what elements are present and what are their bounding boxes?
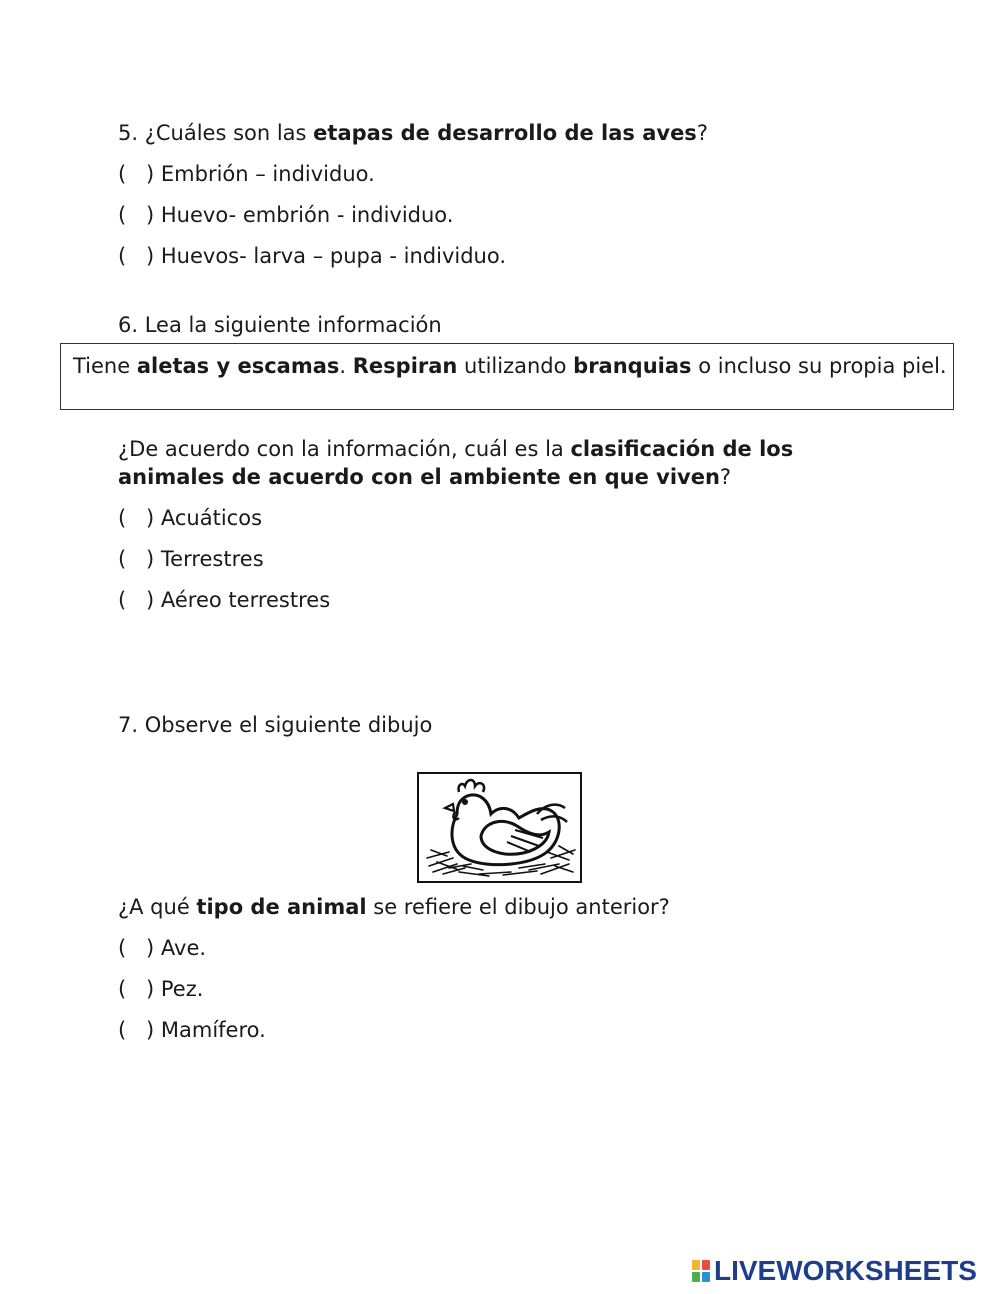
logo-block (702, 1272, 710, 1282)
q6-option-1[interactable]: ( ) Acuáticos (118, 506, 263, 530)
q6-title: 6. Lea la siguiente información (118, 313, 442, 337)
q6-question-line-1: ¿De acuerdo con la información, cuál es la clasificación de los (118, 437, 794, 461)
hen-icon (419, 774, 580, 881)
q5-option-1[interactable]: ( ) Embrión – individuo. (118, 162, 375, 186)
option-label: Pez. (160, 977, 204, 1001)
logo-text: LIVEWORKSHEETS (714, 1255, 977, 1286)
option-label: Terrestres (160, 547, 264, 571)
logo-blocks-icon (692, 1260, 710, 1282)
q6-question-line-2: animales de acuerdo con el ambiente en que viven? (118, 465, 732, 489)
q7-title: 7. Observe el siguiente dibujo (118, 713, 433, 737)
option-label: Acuáticos (160, 506, 263, 530)
logo-block (692, 1272, 700, 1282)
option-label: Mamífero. (160, 1018, 266, 1042)
q5-suffix: ? (696, 121, 708, 145)
q7-option-3[interactable]: ( ) Mamífero. (118, 1018, 266, 1042)
q5-question (118, 119, 708, 147)
logo-block (692, 1260, 700, 1270)
q6-option-3[interactable]: ( ) Aéreo terrestres (118, 588, 331, 612)
option-checkbox[interactable]: ( (118, 244, 127, 268)
option-checkbox[interactable]: ( (118, 936, 127, 960)
option-checkbox[interactable]: ( (118, 1018, 127, 1042)
option-checkbox[interactable]: ( (118, 203, 127, 227)
option-label: Huevos- larva – pupa - individuo. (160, 244, 506, 268)
q5-bold: etapas de desarrollo de las aves (313, 121, 697, 145)
option-label: Aéreo terrestres (160, 588, 331, 612)
q7-question: ¿A qué tipo de animal se refiere el dibujo anterior? (118, 895, 670, 919)
q5-prefix: 5. ¿Cuáles son las (118, 121, 314, 145)
option-checkbox[interactable]: ( (118, 162, 127, 186)
info-box: Tiene aletas y escamas. Respiran utilizando branquias o incluso su propia piel. (60, 343, 954, 410)
option-checkbox[interactable]: ( (118, 547, 127, 571)
option-label: Huevo- embrión - individuo. (160, 203, 454, 227)
q5-option-2[interactable]: ( ) Huevo- embrión - individuo. (118, 203, 454, 227)
option-checkbox[interactable]: ( (118, 588, 127, 612)
q6-option-2[interactable]: ( ) Terrestres (118, 547, 264, 571)
q7-option-1[interactable]: ( ) Ave. (118, 936, 207, 960)
logo-block (702, 1260, 710, 1270)
option-label: Ave. (160, 936, 207, 960)
hen-drawing (417, 772, 582, 883)
q7-option-2[interactable]: ( ) Pez. (118, 977, 204, 1001)
option-checkbox[interactable]: ( (118, 506, 127, 530)
q5-option-3[interactable]: ( ) Huevos- larva – pupa - individuo. (118, 244, 506, 268)
option-label: Embrión – individuo. (160, 162, 375, 186)
liveworksheets-logo[interactable] (692, 1256, 977, 1286)
option-checkbox[interactable]: ( (118, 977, 127, 1001)
